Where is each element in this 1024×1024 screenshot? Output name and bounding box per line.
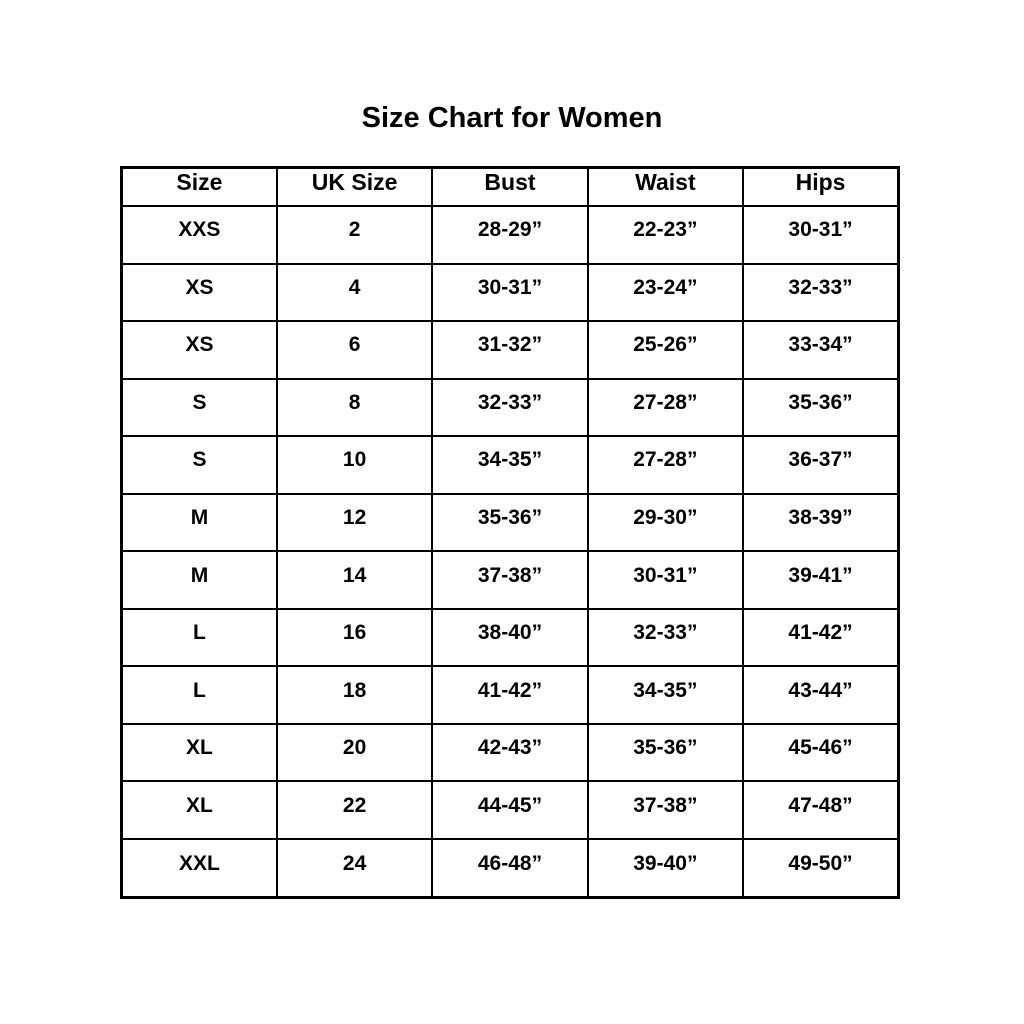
cell-waist: 23-24” [588, 264, 743, 322]
table-row [122, 724, 899, 782]
cell-hips: 39-41” [743, 551, 898, 609]
cell-uk-size: 18 [277, 666, 432, 724]
cell-hips: 45-46” [743, 724, 898, 782]
cell-hips: 33-34” [743, 321, 898, 379]
cell-size: M [122, 494, 277, 552]
cell-size: L [122, 609, 277, 667]
table-row [122, 264, 899, 322]
cell-uk-size: 4 [277, 264, 432, 322]
table-row [122, 379, 899, 437]
cell-hips: 43-44” [743, 666, 898, 724]
table-row [122, 609, 899, 667]
column-header-size: Size [122, 168, 277, 207]
cell-hips: 38-39” [743, 494, 898, 552]
table-header-row [122, 168, 899, 207]
cell-bust: 44-45” [432, 781, 587, 839]
cell-size: S [122, 436, 277, 494]
cell-size: L [122, 666, 277, 724]
cell-bust: 35-36” [432, 494, 587, 552]
cell-waist: 22-23” [588, 206, 743, 264]
cell-uk-size: 20 [277, 724, 432, 782]
cell-uk-size: 24 [277, 839, 432, 897]
cell-uk-size: 10 [277, 436, 432, 494]
cell-bust: 28-29” [432, 206, 587, 264]
table-row [122, 781, 899, 839]
cell-uk-size: 14 [277, 551, 432, 609]
page-title: Size Chart for Women [361, 102, 663, 134]
cell-waist: 27-28” [588, 436, 743, 494]
cell-size: XS [122, 321, 277, 379]
cell-waist: 25-26” [588, 321, 743, 379]
table-body [122, 206, 899, 898]
cell-uk-size: 22 [277, 781, 432, 839]
cell-waist: 27-28” [588, 379, 743, 437]
cell-hips: 49-50” [743, 839, 898, 897]
table-row [122, 666, 899, 724]
table-row [122, 551, 899, 609]
cell-waist: 39-40” [588, 839, 743, 897]
cell-size: XXS [122, 206, 277, 264]
cell-waist: 37-38” [588, 781, 743, 839]
cell-hips: 30-31” [743, 206, 898, 264]
table-row [122, 321, 899, 379]
cell-uk-size: 8 [277, 379, 432, 437]
cell-size: XL [122, 724, 277, 782]
table-row [122, 839, 899, 897]
cell-uk-size: 2 [277, 206, 432, 264]
cell-bust: 34-35” [432, 436, 587, 494]
cell-bust: 41-42” [432, 666, 587, 724]
cell-uk-size: 16 [277, 609, 432, 667]
cell-hips: 47-48” [743, 781, 898, 839]
cell-size: S [122, 379, 277, 437]
cell-uk-size: 12 [277, 494, 432, 552]
column-header-waist: Waist [588, 168, 743, 207]
cell-waist: 29-30” [588, 494, 743, 552]
cell-bust: 31-32” [432, 321, 587, 379]
cell-bust: 30-31” [432, 264, 587, 322]
column-header-hips: Hips [743, 168, 898, 207]
cell-hips: 36-37” [743, 436, 898, 494]
cell-size: XS [122, 264, 277, 322]
column-header-uk-size: UK Size [277, 168, 432, 207]
cell-waist: 34-35” [588, 666, 743, 724]
table-row [122, 206, 899, 264]
cell-waist: 35-36” [588, 724, 743, 782]
table-row [122, 436, 899, 494]
cell-bust: 38-40” [432, 609, 587, 667]
cell-waist: 32-33” [588, 609, 743, 667]
cell-bust: 37-38” [432, 551, 587, 609]
cell-hips: 35-36” [743, 379, 898, 437]
cell-size: XXL [122, 839, 277, 897]
size-chart-table [120, 166, 900, 899]
cell-hips: 41-42” [743, 609, 898, 667]
cell-bust: 46-48” [432, 839, 587, 897]
cell-bust: 32-33” [432, 379, 587, 437]
table-header [122, 168, 899, 207]
cell-bust: 42-43” [432, 724, 587, 782]
cell-size: XL [122, 781, 277, 839]
cell-uk-size: 6 [277, 321, 432, 379]
cell-hips: 32-33” [743, 264, 898, 322]
cell-waist: 30-31” [588, 551, 743, 609]
cell-size: M [122, 551, 277, 609]
column-header-bust: Bust [432, 168, 587, 207]
table-row [122, 494, 899, 552]
